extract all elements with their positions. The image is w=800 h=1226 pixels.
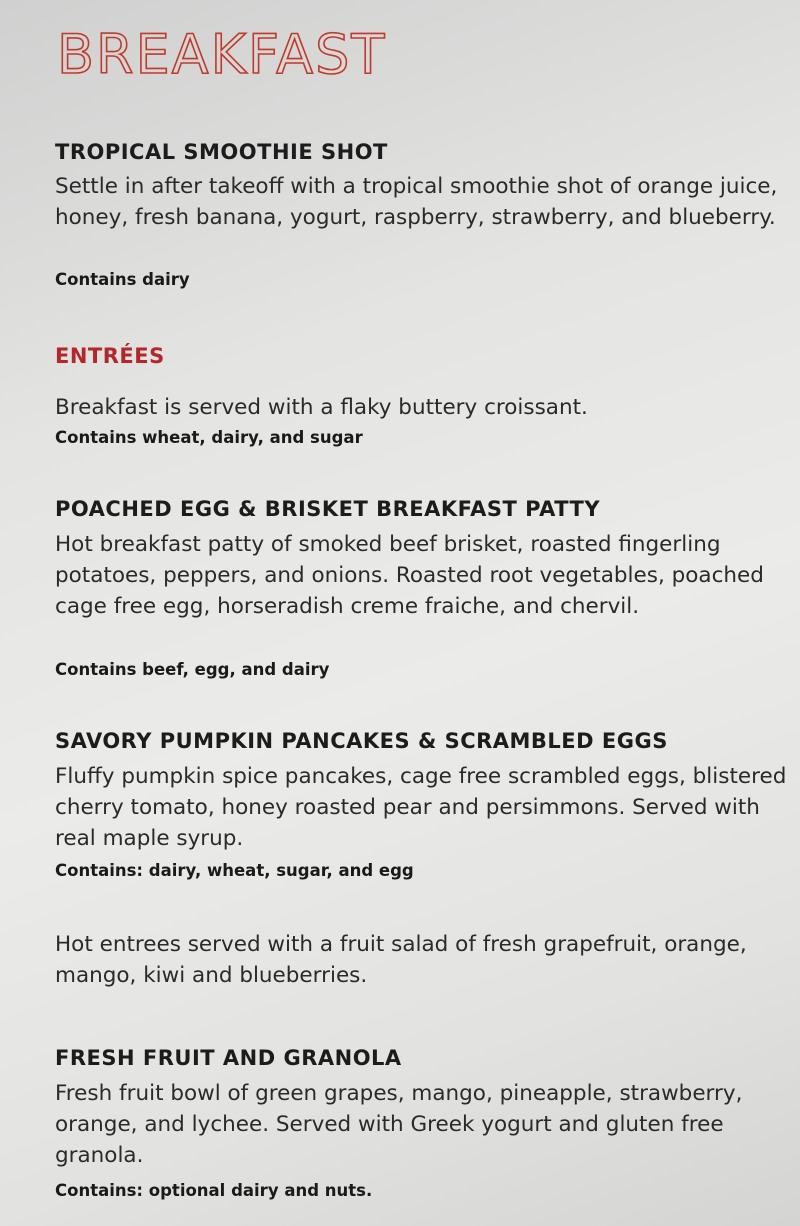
patty-heading: POACHED EGG & BRISKET BREAKFAST PATTY [55, 497, 601, 521]
pancakes-description: Fluffy pumpkin spice pancakes, cage free scrambled eggs, blistered cherry tomato, honey roasted pear and persimmons. Served with real maple syrup. [55, 764, 787, 851]
pancakes-allergens: Contains: dairy, wheat, sugar, and egg [55, 861, 414, 880]
fruit-salad-note: Hot entrees served with a fruit salad of fresh grapefruit, orange, mango, kiwi and blueberries. [55, 932, 747, 988]
patty-allergens: Contains beef, egg, and dairy [55, 660, 330, 679]
granola-description: Fresh fruit bowl of green grapes, mango, pineapple, strawberry, orange, and lychee. Served with Greek yogurt and gluten free granola. [55, 1081, 743, 1168]
patty-description: Hot breakfast patty of smoked beef brisket, roasted fingerling potatoes, peppers, and onions. Roasted root vegetables, poached cage free egg, horseradish creme fraiche, and chervil. [55, 532, 764, 619]
granola-allergens: Contains: optional dairy and nuts. [55, 1181, 373, 1200]
menu-title: BREAKFAST [57, 23, 387, 86]
smoothie-allergens: Contains dairy [55, 270, 190, 289]
entrees-heading: ENTRÉES [55, 344, 165, 368]
entrees-intro: Breakfast is served with a flaky buttery croissant. [55, 395, 588, 420]
smoothie-description: Settle in after takeoff with a tropical smoothie shot of orange juice, honey, fresh banana, yogurt, raspberry, strawberry, and blueberry. [55, 174, 778, 230]
pancakes-heading: SAVORY PUMPKIN PANCAKES & SCRAMBLED EGGS [55, 729, 668, 753]
smoothie-heading: TROPICAL SMOOTHIE SHOT [55, 140, 388, 164]
granola-heading: FRESH FRUIT AND GRANOLA [55, 1046, 402, 1070]
entrees-intro-allergens: Contains wheat, dairy, and sugar [55, 428, 363, 447]
